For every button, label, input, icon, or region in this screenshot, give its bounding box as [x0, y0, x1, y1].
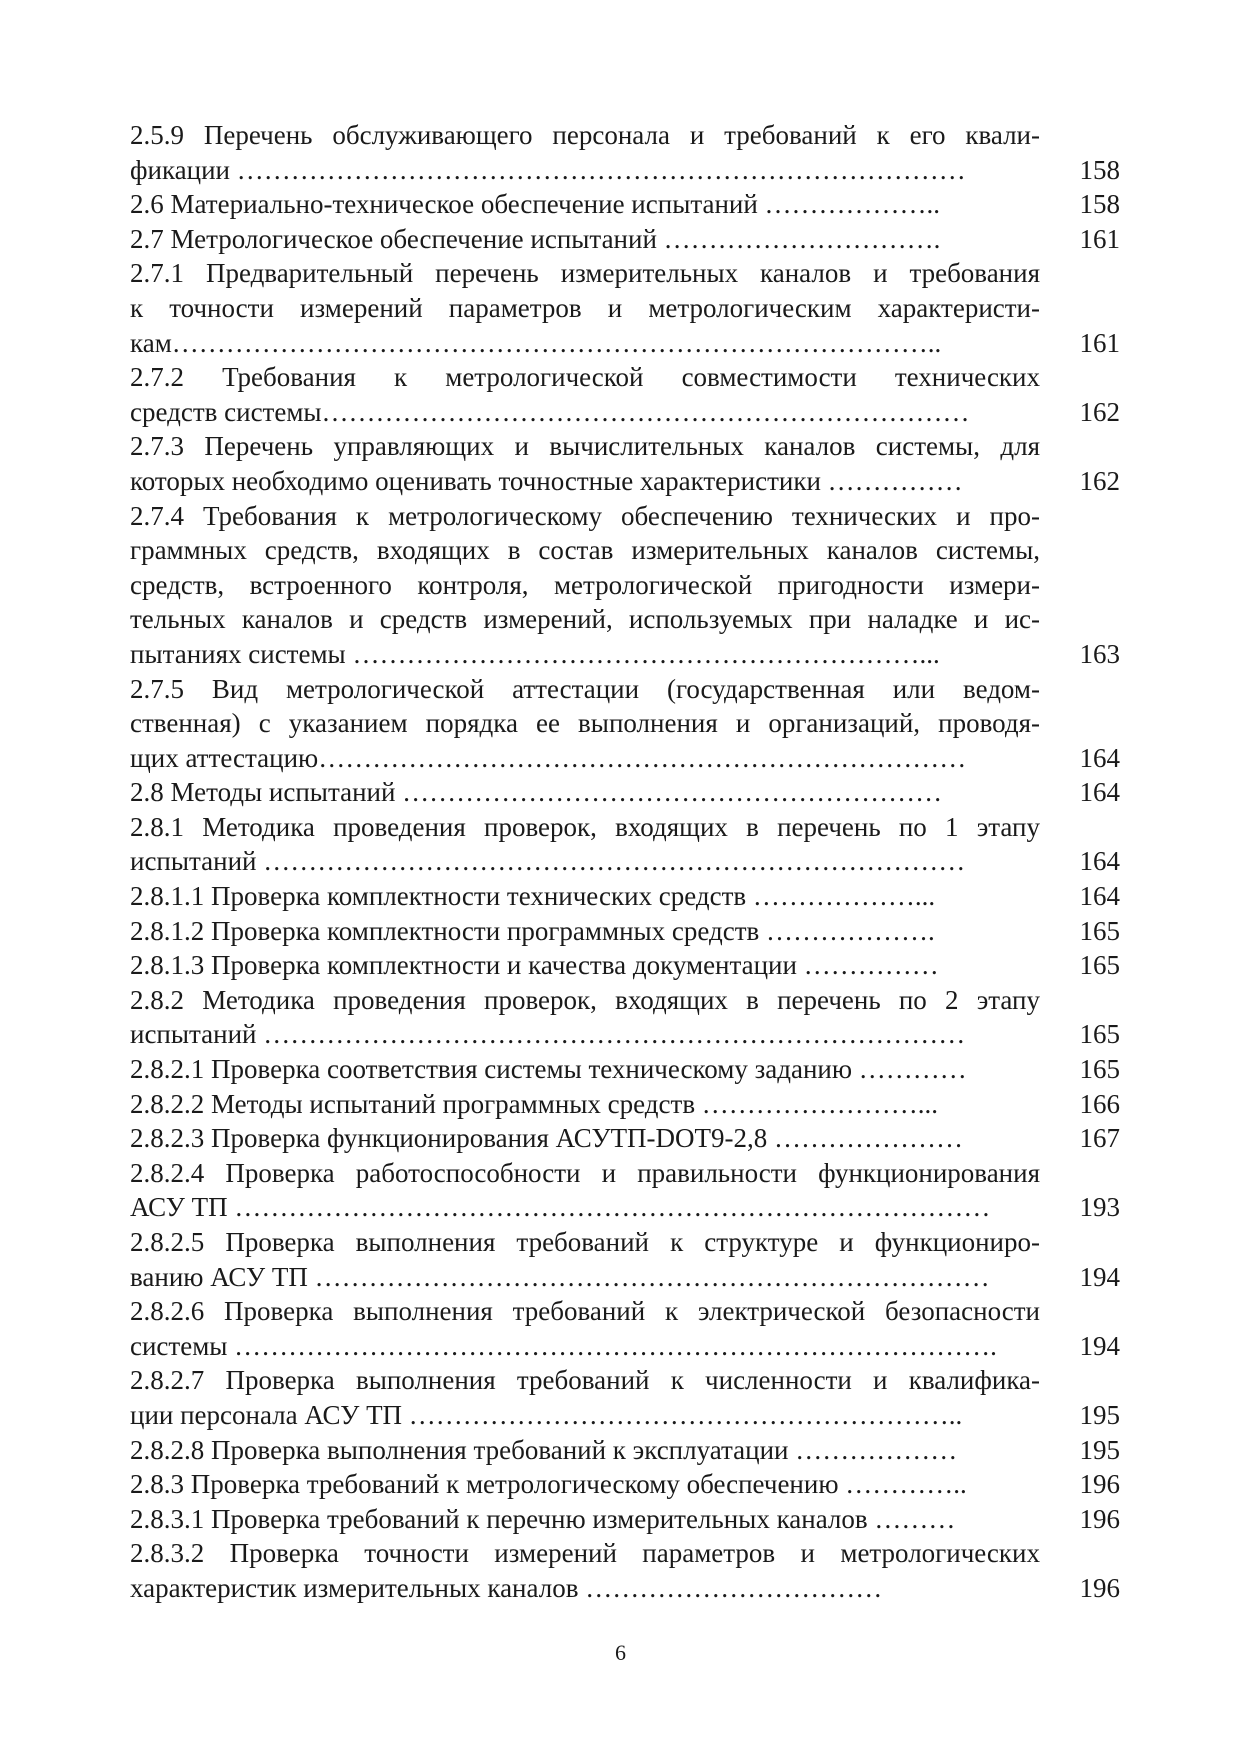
toc-entry-line: [130, 256, 1120, 291]
toc-entry-text: ственная) с указанием порядка ее выполнения и организаций, проводя-: [130, 708, 1040, 739]
toc-page-number: 161: [1079, 327, 1120, 358]
toc-entry-text: 2.8.2.6 Проверка выполнения требований к электрической безопасности: [130, 1296, 1040, 1327]
toc-entry-text: 2.8.2.1 Проверка соответствия системы техническому заданию …………: [130, 1054, 967, 1085]
toc-entry-text: ции персонала АСУ ТП ……………………………………………………..: [130, 1399, 963, 1430]
toc-page-number: 163: [1079, 638, 1120, 669]
toc-entry-text: системы ………………………………………………………………………….: [130, 1330, 997, 1361]
toc-entry-text: 2.7 Метрологическое обеспечение испытаний ………………………….: [130, 223, 941, 254]
toc-entry-line: [130, 1052, 1120, 1087]
toc-page-number: 194: [1079, 1261, 1120, 1292]
toc-entry-text: средств системы………………………………………………………………: [130, 396, 970, 427]
toc-entry-line: [130, 1121, 1120, 1156]
toc-page-number: 196: [1079, 1503, 1120, 1534]
toc-page-number: 158: [1079, 189, 1120, 220]
toc-page-number: 164: [1079, 777, 1120, 808]
toc-page-number: 196: [1079, 1572, 1120, 1603]
toc-entry-line: [130, 1156, 1120, 1191]
toc-page-number: 196: [1079, 1469, 1120, 1500]
toc-page-number: 195: [1079, 1399, 1120, 1430]
toc-entry-text: которых необходимо оценивать точностные характеристики ……………: [130, 465, 963, 496]
toc-entry-line: [130, 429, 1120, 464]
toc-page-number: 194: [1079, 1330, 1120, 1361]
toc-entry-line: [130, 741, 1120, 776]
toc-page-number: 164: [1079, 881, 1120, 912]
toc-page-number: 165: [1079, 950, 1120, 981]
toc-entry-text: ванию АСУ ТП …………………………………………………………………: [130, 1261, 990, 1292]
toc-entry-text: 2.8.1.3 Проверка комплектности и качества документации ……………: [130, 950, 939, 981]
toc-page-number: 165: [1079, 1054, 1120, 1085]
toc-entry-line: [130, 118, 1120, 153]
toc-page-number: 161: [1079, 223, 1120, 254]
toc-entry-text: щих аттестацию………………………………………………………………: [130, 742, 967, 773]
toc-entry-text: 2.8.2.7 Проверка выполнения требований к численности и квалифика-: [130, 1365, 1040, 1396]
toc-entry-line: [130, 1398, 1120, 1433]
toc-entry-text: средств, встроенного контроля, метрологической пригодности измери-: [130, 569, 1040, 600]
toc-entry-text: испытаний ……………………………………………………………………: [130, 846, 966, 877]
toc-entry-line: [130, 1329, 1120, 1364]
toc-entry-line: [130, 1363, 1120, 1398]
toc-page: [130, 118, 1120, 1606]
toc-entry-line: [130, 1571, 1120, 1606]
toc-entry-text: 2.7.3 Перечень управляющих и вычислительных каналов системы, для: [130, 431, 1040, 462]
toc-entry-line: [130, 1017, 1120, 1052]
toc-entry-text: 2.7.1 Предварительный перечень измерительных каналов и требования: [130, 258, 1040, 289]
toc-entry-line: [130, 672, 1120, 707]
toc-page-number: 195: [1079, 1434, 1120, 1465]
toc-entry-line: [130, 1190, 1120, 1225]
toc-entry-text: 2.8 Методы испытаний ……………………………………………………: [130, 777, 943, 808]
toc-entry-line: [130, 395, 1120, 430]
toc-entry-line: [130, 1433, 1120, 1468]
toc-entry-line: [130, 637, 1120, 672]
toc-entry-text: 2.8.1 Методика проведения проверок, входящих в перечень по 1 этапу: [130, 811, 1040, 842]
toc-entry-line: [130, 706, 1120, 741]
toc-entry-text: 2.6 Материально-техническое обеспечение испытаний ………………..: [130, 189, 941, 220]
toc-entry-text: 2.7.5 Вид метрологической аттестации (государственная или ведом-: [130, 673, 1040, 704]
toc-entry-line: [130, 1467, 1120, 1502]
toc-page-number: 162: [1079, 396, 1120, 427]
toc-entry-line: [130, 360, 1120, 395]
toc-entry-text: 2.8.3 Проверка требований к метрологическому обеспечению …………..: [130, 1469, 967, 1500]
toc-entry-line: [130, 1502, 1120, 1537]
toc-entry-text: кам…………………………………………………………………………..: [130, 327, 942, 358]
toc-entry-line: [130, 1260, 1120, 1295]
toc-entry-text: фикации ………………………………………………………………………: [130, 154, 966, 185]
toc-entry-text: 2.8.2.3 Проверка функционирования АСУТП-DOT9-2,8 …………………: [130, 1123, 964, 1154]
toc-page-number: 166: [1079, 1088, 1120, 1119]
toc-page-number: 165: [1079, 1019, 1120, 1050]
toc-page-number: 193: [1079, 1192, 1120, 1223]
toc-entry-line: [130, 568, 1120, 603]
toc-page-number: 167: [1079, 1123, 1120, 1154]
toc-entry-text: 2.8.3.2 Проверка точности измерений параметров и метрологических: [130, 1538, 1040, 1569]
toc-entry-line: [130, 499, 1120, 534]
toc-entry-line: [130, 1087, 1120, 1122]
toc-entry-text: граммных средств, входящих в состав измерительных каналов системы,: [130, 535, 1040, 566]
toc-entry-line: [130, 1225, 1120, 1260]
toc-entry-text: 2.7.4 Требования к метрологическому обеспечению технических и про-: [130, 500, 1040, 531]
toc-page-number: 164: [1079, 742, 1120, 773]
toc-page-number: 164: [1079, 846, 1120, 877]
toc-entry-text: характеристик измерительных каналов ……………………………: [130, 1572, 883, 1603]
toc-entry-line: [130, 775, 1120, 810]
toc-entry-text: 2.8.1.1 Проверка комплектности технических средств ………………...: [130, 881, 936, 912]
toc-entry-line: [130, 291, 1120, 326]
toc-entry-line: [130, 948, 1120, 983]
toc-entry-line: [130, 914, 1120, 949]
toc-entry-text: 2.8.2 Методика проведения проверок, входящих в перечень по 2 этапу: [130, 984, 1040, 1015]
toc-entry-line: [130, 187, 1120, 222]
toc-entry-text: 2.8.2.2 Методы испытаний программных средств ……………………...: [130, 1088, 939, 1119]
page-number: 6: [615, 1640, 626, 1665]
toc-page-number: 165: [1079, 915, 1120, 946]
toc-entry-line: [130, 879, 1120, 914]
toc-entry-text: тельных каналов и средств измерений, используемых при наладке и ис-: [130, 604, 1040, 635]
toc-entry-text: 2.5.9 Перечень обслуживающего персонала и требований к его квали-: [130, 120, 1040, 150]
toc-entry-text: 2.8.2.4 Проверка работоспособности и правильности функционирования: [130, 1157, 1040, 1188]
toc-entry-text: 2.8.3.1 Проверка требований к перечню измерительных каналов ………: [130, 1503, 956, 1534]
toc-entry-text: АСУ ТП …………………………………………………………………………: [130, 1192, 991, 1223]
toc-page-number: 162: [1079, 465, 1120, 496]
toc-entry-text: 2.7.2 Требования к метрологической совместимости технических: [130, 362, 1040, 393]
toc-entry-line: [130, 810, 1120, 845]
toc-entry-line: [130, 1536, 1120, 1571]
toc-entry-line: [130, 464, 1120, 499]
toc-entry-line: [130, 602, 1120, 637]
toc-entry-line: [130, 326, 1120, 361]
toc-entry-line: [130, 222, 1120, 257]
toc-entry-line: [130, 844, 1120, 879]
toc-entry-line: [130, 983, 1120, 1018]
toc-page-number: 158: [1079, 154, 1120, 185]
toc-entry-line: [130, 1294, 1120, 1329]
toc-entry-text: к точности измерений параметров и метрологическим характеристи-: [130, 292, 1040, 323]
toc-entry-line: [130, 153, 1120, 188]
toc-entry-text: пытаниях системы ………………………………………………………...: [130, 638, 940, 669]
toc-entry-text: 2.8.2.8 Проверка выполнения требований к эксплуатации ………………: [130, 1434, 958, 1465]
toc-entry-text: 2.8.2.5 Проверка выполнения требований к структуре и функциониро-: [130, 1227, 1040, 1257]
toc-entry-line: [130, 533, 1120, 568]
toc-entry-text: 2.8.1.2 Проверка комплектности программных средств ……………….: [130, 915, 935, 946]
toc-entry-text: испытаний ……………………………………………………………………: [130, 1019, 966, 1050]
